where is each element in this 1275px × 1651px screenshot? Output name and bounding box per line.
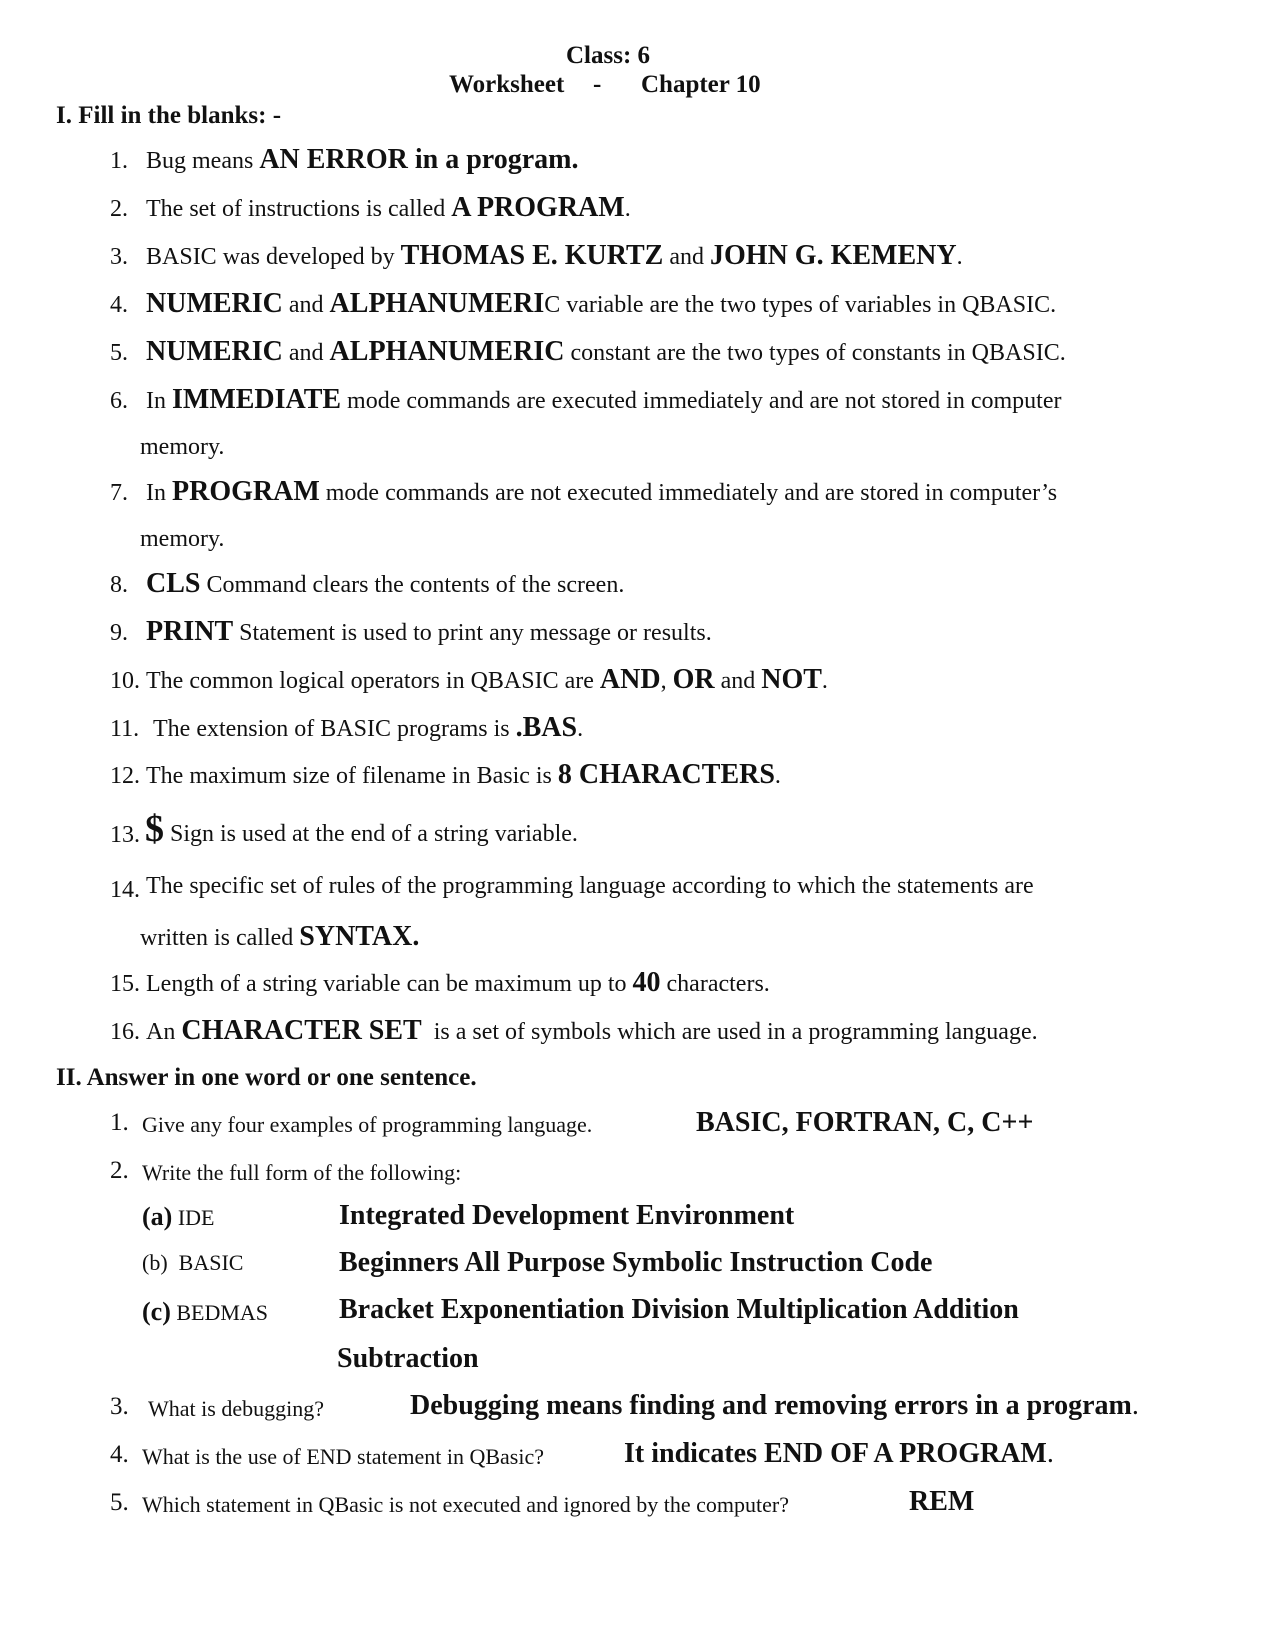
fill-item-8: CLS Command clears the contents of the screen. — [146, 568, 625, 599]
item-number: 4. — [110, 292, 128, 318]
fill-item-2: The set of instructions is called A PROGRAM. — [146, 192, 631, 223]
item-number: 15. — [110, 971, 140, 997]
fill-item-1: Bug means AN ERROR in a program. — [146, 144, 579, 175]
section-answer-title: II. Answer in one word or one sentence. — [56, 1064, 477, 1091]
dollar-sign: $ — [145, 808, 164, 850]
question-3: What is debugging? — [148, 1396, 324, 1421]
item-number: 2. — [110, 196, 128, 222]
question-5: Which statement in QBasic is not executed and ignored by the computer? — [142, 1492, 789, 1517]
fill-item-9: PRINT Statement is used to print any message or results. — [146, 616, 712, 647]
sub-item-b: (b) BASIC — [142, 1250, 244, 1275]
chapter-label: Chapter 10 — [641, 71, 761, 98]
item-number: 8. — [110, 572, 128, 598]
item-number: 1. — [110, 148, 128, 174]
class-title: Class: 6 — [566, 42, 651, 69]
item-number: 11. — [110, 716, 140, 742]
item-number: 14. — [110, 877, 140, 903]
question-4: What is the use of END statement in QBasic? — [142, 1444, 545, 1469]
fill-item-16: An CHARACTER SET is a set of symbols which are used in a programming language. — [146, 1015, 1038, 1046]
fill-item-7-continuation: memory. — [140, 526, 225, 552]
fill-item-7: In PROGRAM mode commands are not executed immediately and are stored in computer’s — [146, 476, 1058, 507]
answer-2c-continuation: Subtraction — [337, 1343, 479, 1374]
fill-item-14-continuation: written is called SYNTAX. — [140, 921, 420, 952]
sub-item-c: (c) BEDMAS — [142, 1297, 269, 1326]
question-number: 4. — [110, 1441, 129, 1468]
item-number: 5. — [110, 340, 128, 366]
fill-item-10: The common logical operators in QBASIC are AND, OR and NOT. — [146, 664, 828, 695]
answer-3: Debugging means finding and removing errors in a program. — [410, 1390, 1139, 1421]
header-dash: - — [593, 71, 602, 98]
answer-2b: Beginners All Purpose Symbolic Instruction Code — [339, 1247, 933, 1278]
question-2: Write the full form of the following: — [142, 1160, 462, 1185]
answer-2c: Bracket Exponentiation Division Multiplication Addition — [339, 1294, 1019, 1325]
item-number: 9. — [110, 620, 128, 646]
fill-item-6-continuation: memory. — [140, 434, 225, 460]
fill-item-14: The specific set of rules of the programming language according to which the statements are — [146, 873, 1034, 899]
fill-item-12: The maximum size of filename in Basic is 8 CHARACTERS. — [146, 759, 781, 790]
answer-1: BASIC, FORTRAN, C, C++ — [696, 1107, 1034, 1138]
fill-item-3: BASIC was developed by THOMAS E. KURTZ and JOHN G. KEMENY. — [146, 240, 963, 271]
answer-2a: Integrated Development Environment — [339, 1200, 795, 1231]
section-fill-blanks-title: I. Fill in the blanks: - — [56, 102, 282, 129]
item-number: 10. — [110, 668, 140, 694]
item-number: 7. — [110, 480, 128, 506]
question-1: Give any four examples of programming language. — [142, 1112, 593, 1137]
item-number: 6. — [110, 388, 128, 414]
fill-item-4: NUMERIC and ALPHANUMERIC variable are the two types of variables in QBASIC. — [146, 288, 1057, 319]
question-number: 1. — [110, 1109, 129, 1136]
fill-item-11: The extension of BASIC programs is .BAS. — [153, 712, 584, 743]
fill-item-6: In IMMEDIATE mode commands are executed immediately and are not stored in computer — [146, 384, 1062, 415]
answer-5: REM — [909, 1486, 975, 1517]
fill-item-5: NUMERIC and ALPHANUMERIC constant are the two types of constants in QBASIC. — [146, 336, 1066, 367]
item-number: 16. — [110, 1019, 140, 1045]
question-number: 5. — [110, 1489, 129, 1516]
sub-item-a: (a) IDE — [142, 1202, 215, 1231]
item-number: 3. — [110, 244, 128, 270]
item-number: 13. — [110, 822, 140, 848]
fill-item-15: Length of a string variable can be maximum up to 40 characters. — [146, 967, 770, 998]
question-number: 3. — [110, 1393, 129, 1420]
worksheet-label: Worksheet — [449, 71, 565, 98]
answer-4: It indicates END OF A PROGRAM. — [624, 1438, 1054, 1469]
fill-item-13: $ Sign is used at the end of a string variable. — [145, 808, 578, 850]
question-number: 2. — [110, 1157, 129, 1184]
item-number: 12. — [110, 763, 140, 789]
